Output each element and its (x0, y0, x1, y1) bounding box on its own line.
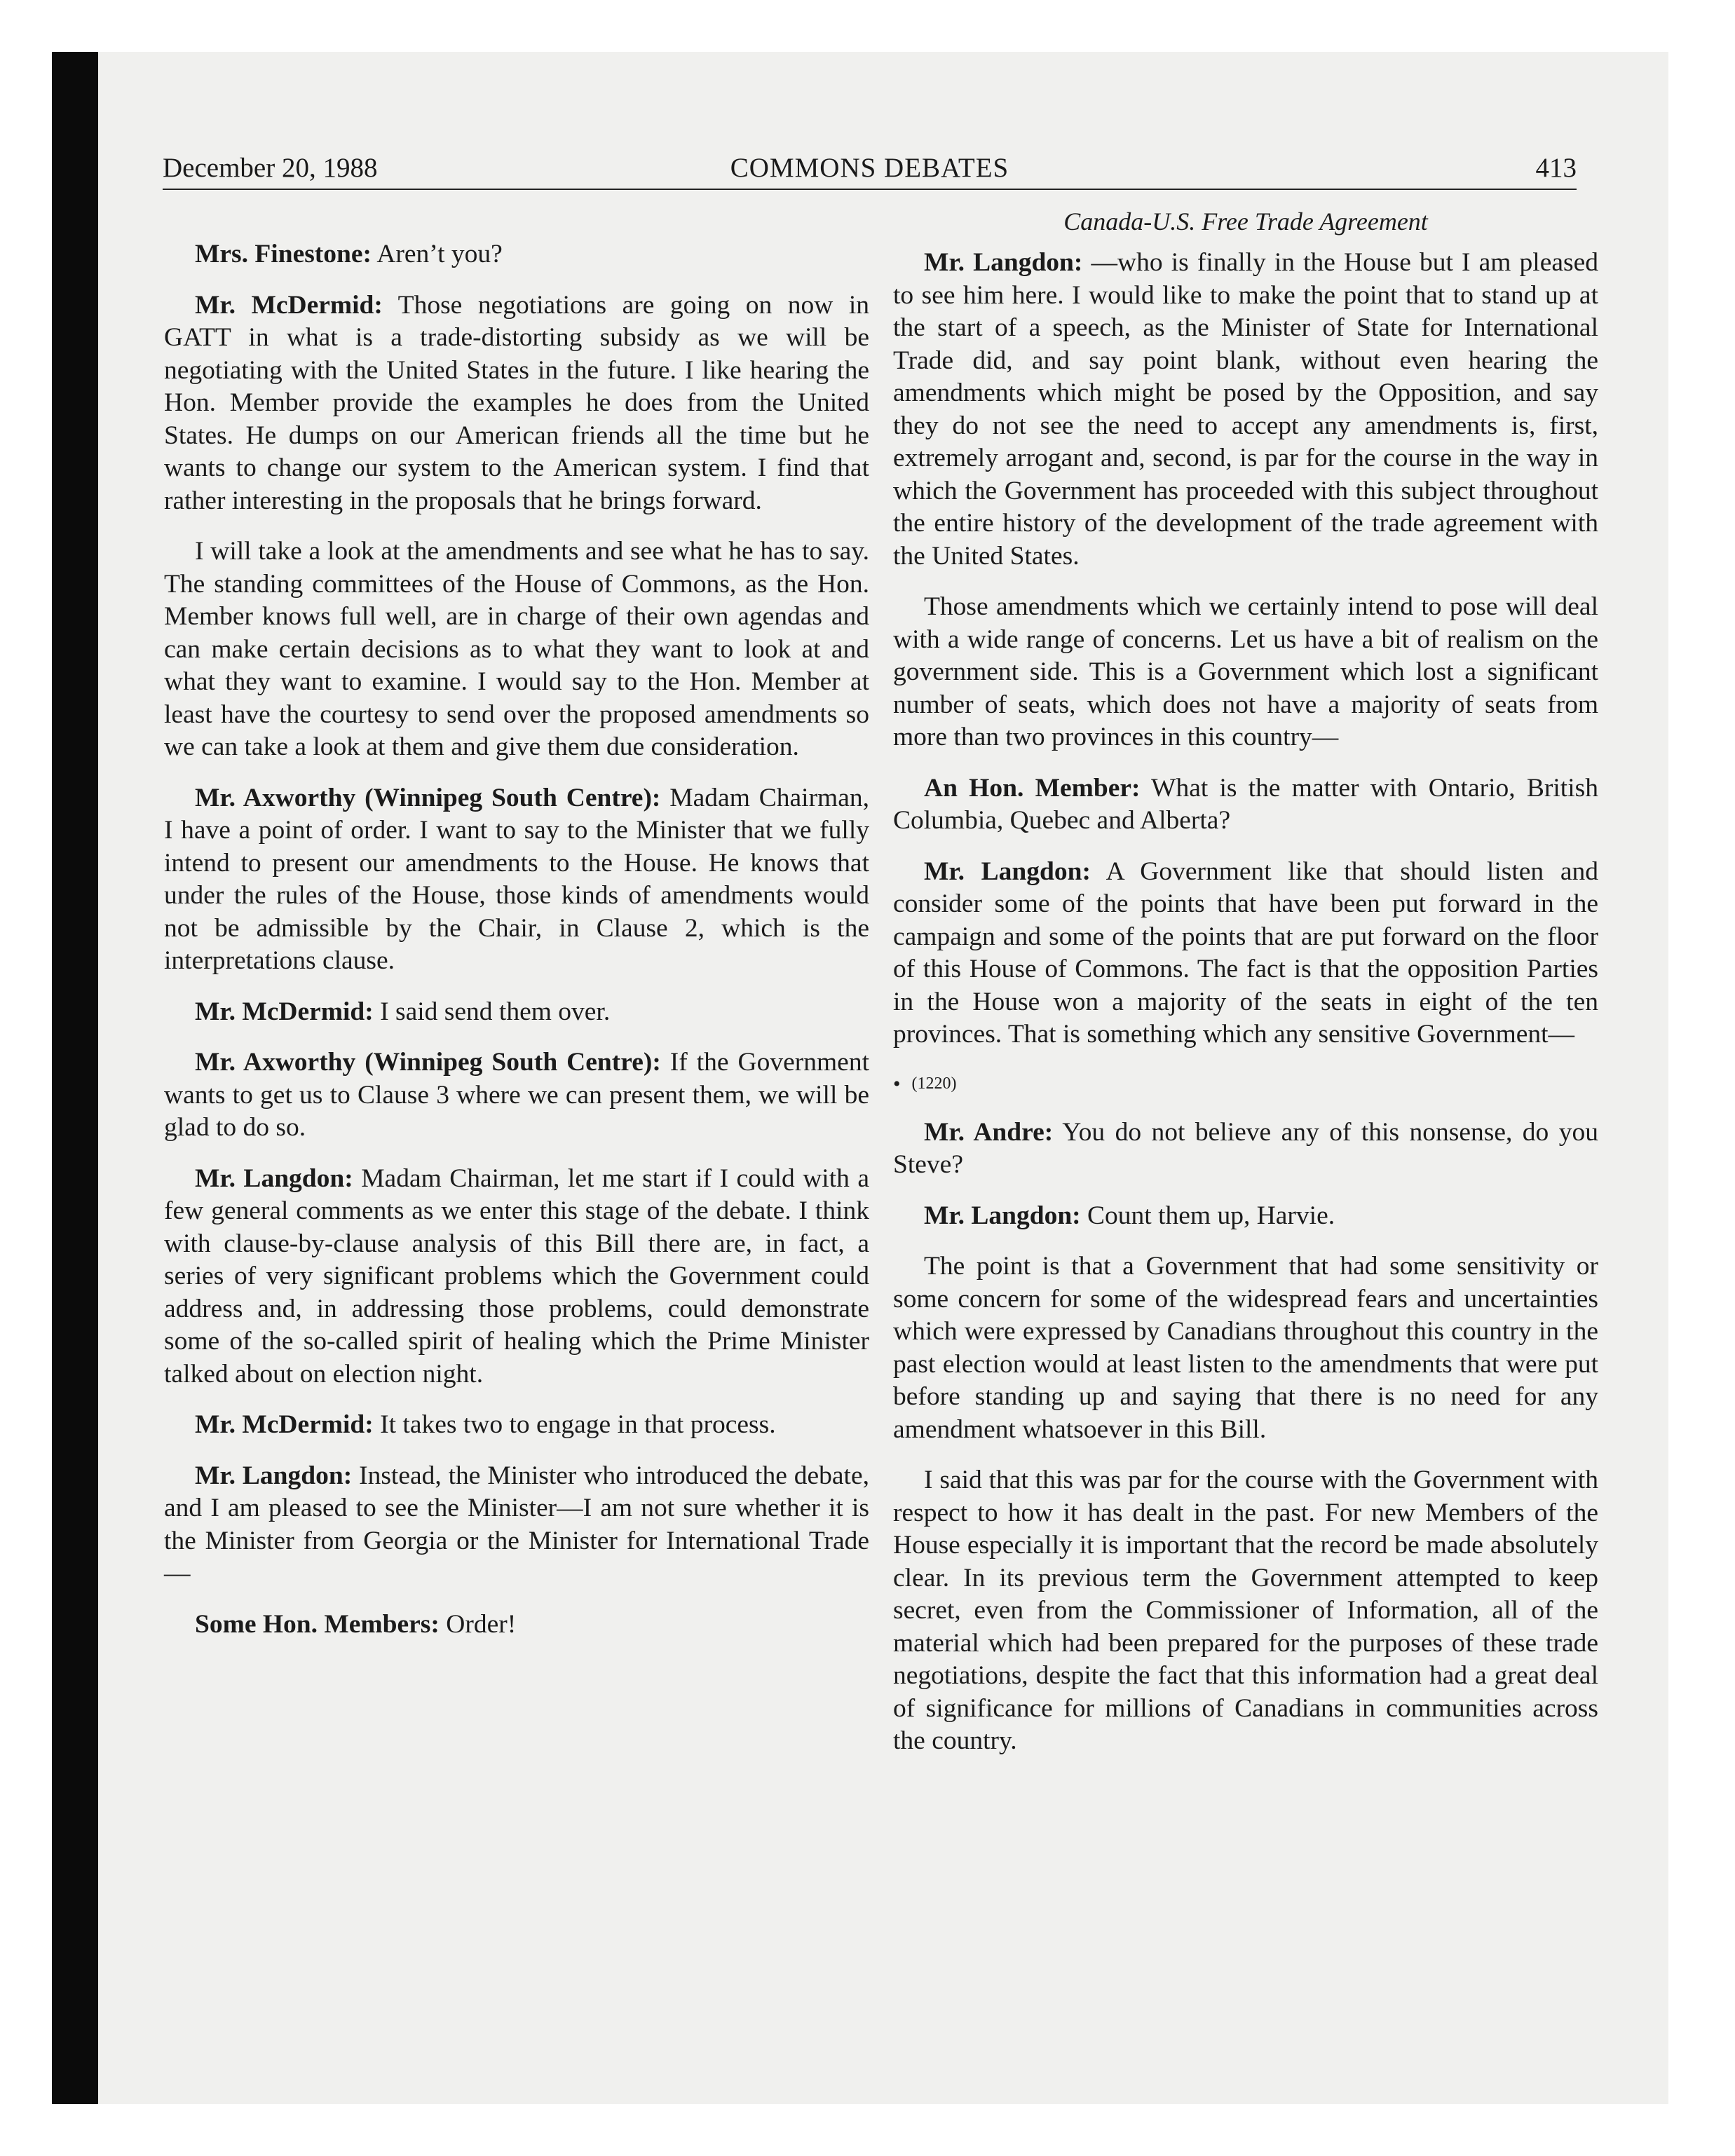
speaker-name: An Hon. Member: (924, 773, 1141, 803)
speaker-name: Mr. Langdon: (924, 1201, 1081, 1230)
speech-paragraph (164, 1409, 869, 1442)
speech-paragraph (164, 238, 869, 271)
speech-paragraph (164, 1460, 869, 1590)
speech-text: I will take a look at the amendments and see what he has to say. The standing committees of the House of Commons, as the Hon. Member knows full well, are in charge of their own agendas and can make certain decisions as to what they want to look at and what they want to examine. I would say to the Hon. Member at least have the courtesy to send over the proposed amendments so we can take a look at them and give them due consideration. (164, 537, 869, 761)
speech-paragraph (893, 247, 1598, 573)
header-page-number: 413 (1535, 153, 1577, 183)
speech-text: It takes two to engage in that process. (373, 1410, 776, 1439)
speech-text: Order! (439, 1609, 517, 1639)
header-rule (163, 189, 1577, 190)
speech-text: Those negotiations are going on now in GATT in what is a trade-distorting subsidy as we will be negotiating with the United States in the future. I like hearing the Hon. Member provide the examples he does from the United States. He dumps on our American friends all the time but he wants to change our system to the American system. I find that rather interesting in the proposals that he brings forward. (164, 290, 869, 515)
header-date: December 20, 1988 (163, 153, 378, 183)
speech-paragraph (164, 535, 869, 764)
speech-text: Count them up, Harvie. (1080, 1201, 1335, 1230)
speech-text: Instead, the Minister who introduced the debate, and I am pleased to see the Minister—I am not sure whether it is the Minister from Georgia or the Minister for International Trade— (164, 1461, 869, 1588)
speech-paragraph (164, 996, 869, 1029)
speech-paragraph (893, 1464, 1598, 1758)
scanned-page (52, 52, 1668, 2104)
speech-paragraph (893, 1250, 1598, 1446)
speech-text: Aren’t you? (372, 240, 503, 268)
right-column-part-b (893, 1117, 1598, 1758)
speech-text: Those amendments which we certainly intend to pose will deal with a wide range of concerns. Let us have a bit of realism on the government side. This is a Government which lost a significant number of seats, which does not have a majority of seats from more than two provinces in this country— (893, 592, 1598, 751)
speaker-name: Some Hon. Members: (195, 1609, 440, 1639)
speech-paragraph (893, 1117, 1598, 1182)
speaker-name: Mr. Axworthy (Winnipeg South Centre): (195, 783, 661, 812)
speaker-name: Mr. McDermid: (195, 1410, 374, 1439)
speech-text: —who is finally in the House but I am pleased to see him here. I would like to make the point that to stand up at the start of a speech, as the Minister of State for International Trade did, and say point blank, without even hearing the amendments which might be posed by the Opposition, and say they do not see the need to accept any amendments is, first, extremely arrogant and, second, is par for the course in the way in which the Government has proceeded with this subject throughout the entire history of the development of the trade agreement with the United States. (893, 248, 1598, 571)
speaker-name: Mr. Axworthy (Winnipeg South Centre): (195, 1048, 661, 1077)
speaker-name: Mr. Langdon: (195, 1164, 353, 1193)
speech-text: I said that this was par for the course with the Government with respect to how it has dealt in the past. For new Members of the House especially it is important that the record be made absolutely clear. In its previous term the Government attempted to keep secret, even from the Commissioner of Information, all of the material which had been prepared for the purposes of these trade negotiations, despite the fact that this information had a great deal of significance for millions of Canadians in communities across the country. (893, 1466, 1598, 1756)
speaker-name: Mr. Langdon: (924, 857, 1091, 886)
scan-binding-edge (52, 52, 98, 2104)
left-column (164, 238, 869, 1659)
speech-paragraph (164, 1046, 869, 1145)
section-subhead: Canada-U.S. Free Trade Agreement (1063, 207, 1428, 236)
speech-paragraph (893, 1200, 1598, 1233)
speech-paragraph (893, 772, 1598, 838)
speech-text: The point is that a Government that had some sensitivity or some concern for some of the widespread fears and uncertainties which were expressed by Canadians throughout this country in the past election would at least listen to the amendments that were put before standing up and saying that there is no need for any amendment whatsoever in this Bill. (893, 1252, 1598, 1444)
speaker-name: Mr. McDermid: (195, 290, 383, 320)
speech-paragraph (164, 289, 869, 518)
right-column-part-a (893, 247, 1598, 1051)
speech-paragraph (164, 782, 869, 978)
speech-text: Madam Chairman, let me start if I could with a few general comments as we enter this stage of the debate. I think with clause-by-clause analysis of this Bill there are, in fact, a series of very significant problems which the Government could address and, in addressing those problems, could demonstrate some of the so-called spirit of healing which the Prime Minister talked about on election night. (164, 1164, 869, 1389)
speech-paragraph (893, 856, 1598, 1051)
speech-text: Madam Chairman, I have a point of order. I want to say to the Minister that we fully intend to present our amendments to the House. He knows that under the rules of the House, those kinds of amendments would not be admissible by the Chair, in Clause 2, which is the interpretations clause. (164, 783, 869, 975)
speech-text: What is the matter with Ontario, British Columbia, Quebec and Alberta? (893, 773, 1598, 835)
header-publication: COMMONS DEBATES (730, 153, 1009, 183)
speaker-name: Mr. Andre: (924, 1117, 1054, 1147)
speaker-name: Mr. Langdon: (195, 1461, 353, 1490)
speech-text: A Government like that should listen and consider some of the points that have been put forward in the campaign and some of the points that are put forward on the floor of this House of Commons. The fact is that the opposition Parties in the House won a majority of the seats in eight of the ten provinces. That is something which any sensitive Government— (893, 857, 1598, 1049)
speaker-name: Mrs. Finestone: (195, 240, 372, 268)
speech-paragraph (893, 591, 1598, 754)
right-column (893, 206, 1598, 1776)
bullet-icon: • (893, 1072, 901, 1096)
speech-text: If the Government wants to get us to Clause 3 where we can present them, we will be glad to do so. (164, 1048, 869, 1142)
speech-paragraph (164, 1609, 869, 1642)
running-head (163, 151, 1577, 185)
speech-text: You do not believe any of this nonsense, do you Steve? (893, 1117, 1598, 1180)
speaker-name: Mr. Langdon: (924, 248, 1083, 277)
timestamp-marker (893, 1070, 1598, 1098)
speech-paragraph (164, 1163, 869, 1391)
timestamp-time: (1220) (911, 1074, 957, 1093)
speech-text: I said send them over. (373, 997, 611, 1026)
speaker-name: Mr. McDermid: (195, 997, 374, 1026)
